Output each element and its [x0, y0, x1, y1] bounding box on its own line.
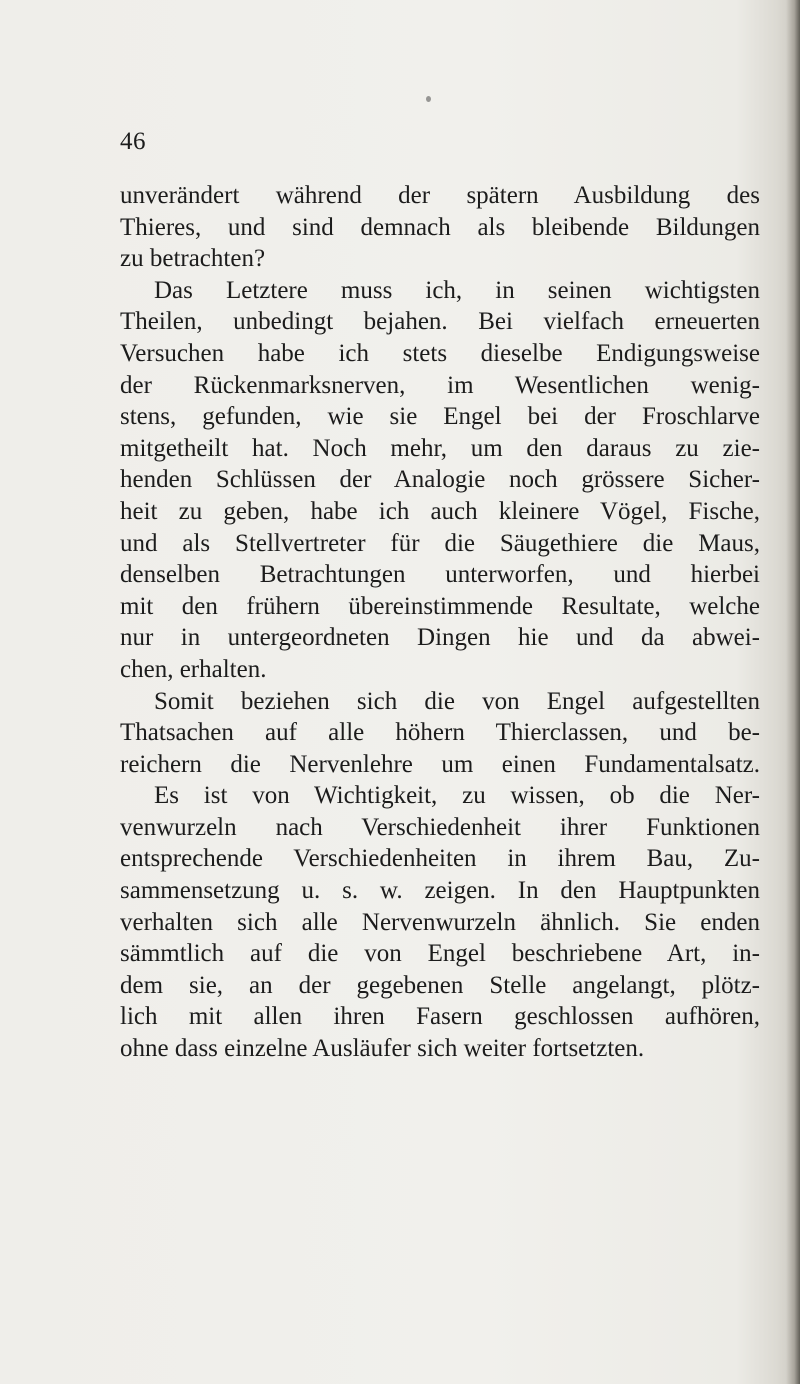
text-line: venwurzeln nach Verschiedenheit ihrer Funktionen	[120, 813, 760, 841]
text-line: mit den frühern übereinstimmende Resultate, welche	[120, 592, 760, 620]
text-line: unverändert während der spätern Ausbildung des	[120, 182, 760, 209]
text-line: reichern die Nervenlehre um einen Fundamentalsatz.	[120, 750, 760, 778]
page-number: 46	[120, 128, 146, 155]
text-line: Versuchen habe ich stets dieselbe Endigungsweise	[120, 339, 760, 367]
text-line: Theilen, unbedingt bejahen. Bei vielfach erneuerten	[120, 308, 760, 336]
text-line: lich mit allen ihren Fasern geschlossen aufhören,	[120, 1003, 760, 1031]
text-line: ohne dass einzelne Ausläufer sich weiter fortsetzten.	[120, 1035, 645, 1063]
text-line: Thatsachen auf alle höhern Thierclassen, und be-	[120, 719, 760, 747]
text-line: zu betrachten?	[120, 245, 266, 273]
text-line: entsprechende Verschiedenheiten in ihrem Bau, Zu-	[120, 845, 760, 873]
text-line: und als Stellvertreter für die Säugethiere die Maus,	[120, 529, 760, 557]
page-edge-shadow	[786, 0, 800, 1384]
text-line: chen, erhalten.	[120, 655, 267, 683]
text-line: sammensetzung u. s. w. zeigen. In den Hauptpunkten	[120, 877, 760, 905]
ink-speck	[426, 96, 431, 102]
text-line: sämmtlich auf die von Engel beschriebene Art, in-	[120, 940, 760, 968]
text-line: der Rückenmarksnerven, im Wesentlichen wenig-	[120, 371, 760, 399]
text-line: heit zu geben, habe ich auch kleinere Vögel, Fische,	[120, 497, 760, 525]
text-line: mitgetheilt hat. Noch mehr, um den daraus zu zie-	[120, 434, 760, 462]
text-line: Das Letztere muss ich, in seinen wichtigsten	[154, 276, 760, 304]
text-line: verhalten sich alle Nervenwurzeln ähnlich. Sie enden	[120, 908, 760, 936]
text-line: Es ist von Wichtigkeit, zu wissen, ob die Ner-	[154, 782, 760, 810]
text-line: dem sie, an der gegebenen Stelle angelangt, plötz-	[120, 971, 760, 999]
body-text	[120, 180, 760, 1065]
text-line: denselben Betrachtungen unterworfen, und hierbei	[120, 561, 760, 589]
text-line: Thieres, und sind demnach als bleibende Bildungen	[120, 213, 760, 241]
text-line: Somit beziehen sich die von Engel aufgestellten	[154, 687, 760, 715]
text-line: henden Schlüssen der Analogie noch grössere Sicher-	[120, 466, 760, 494]
text-line: stens, gefunden, wie sie Engel bei der Froschlarve	[120, 403, 760, 431]
text-line: nur in untergeordneten Dingen hie und da abwei-	[120, 624, 760, 652]
